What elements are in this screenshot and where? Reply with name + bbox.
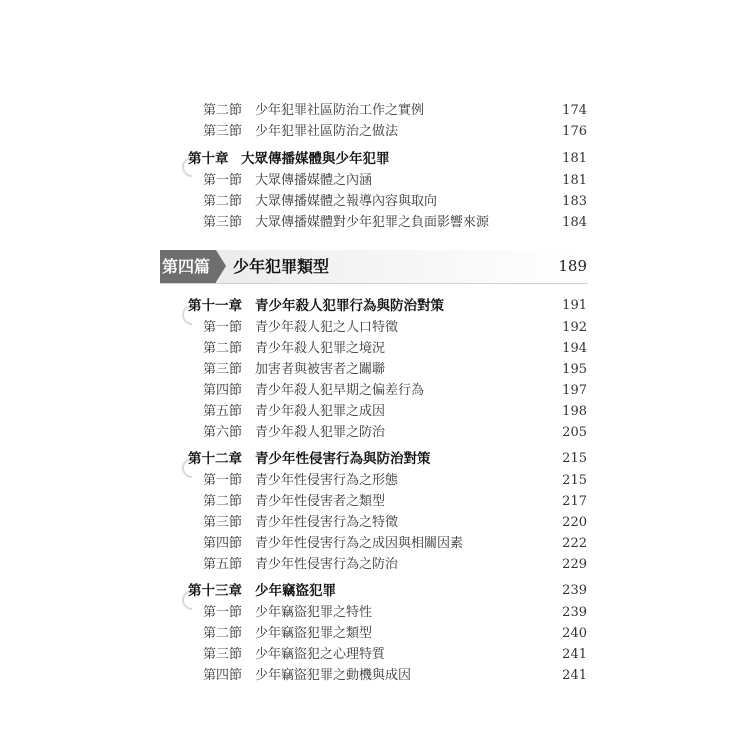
page-number: 217 [562, 494, 587, 509]
chapter-title: 青少年殺人犯罪行為與防治對策 [255, 298, 444, 314]
section-title: 少年竊盜犯罪之特性 [255, 605, 373, 620]
chapter-label: 第十一章 [188, 298, 242, 314]
page-number: 229 [562, 557, 587, 572]
section-title: 加害者與被害者之關聯 [255, 362, 386, 377]
page-number: 181 [562, 173, 587, 188]
toc-section-row[interactable] [0, 338, 750, 360]
part-page-number: 189 [558, 257, 587, 275]
toc-section-row[interactable] [0, 401, 750, 423]
part-label: 第四篇 [162, 257, 211, 276]
page-number: 239 [562, 605, 587, 620]
section-title: 青少年殺人犯罪之成因 [255, 404, 386, 419]
page-number: 205 [562, 425, 587, 440]
section-label: 第三節 [203, 124, 243, 139]
section-title: 大眾傳播媒體之報導內容與取向 [255, 194, 438, 209]
section-title: 少年竊盜犯罪之類型 [255, 626, 373, 641]
toc-section-row[interactable] [0, 191, 750, 213]
page-number: 194 [562, 341, 587, 356]
toc-section-row[interactable] [0, 359, 750, 381]
section-title: 青少年殺人犯早期之偏差行為 [255, 383, 425, 398]
section-label: 第四節 [203, 536, 243, 551]
toc-section-row[interactable] [0, 512, 750, 534]
toc-section-row[interactable] [0, 554, 750, 576]
toc-section-row[interactable] [0, 602, 750, 624]
page-number: 239 [562, 583, 587, 598]
chapter-title: 青少年性侵害行為與防治對策 [255, 451, 431, 467]
section-label: 第二節 [203, 494, 243, 509]
toc-section-row[interactable] [0, 665, 750, 687]
part-arrow-icon [216, 250, 226, 282]
toc-section-row[interactable] [0, 121, 750, 143]
chapter-label: 第十章 [188, 151, 229, 167]
section-title: 青少年性侵害行為之特徵 [255, 515, 399, 530]
section-title: 少年犯罪社區防治之做法 [255, 124, 399, 139]
toc-chapter-row[interactable] [0, 148, 750, 170]
toc-chapter-row[interactable] [0, 295, 750, 317]
toc-section-row[interactable] [0, 100, 750, 122]
section-label: 第四節 [203, 668, 243, 683]
toc-section-row[interactable] [0, 623, 750, 645]
section-label: 第一節 [203, 473, 243, 488]
chapter-title: 少年竊盜犯罪 [255, 583, 336, 599]
section-label: 第一節 [203, 605, 243, 620]
section-title: 青少年性侵害行為之防治 [255, 557, 399, 572]
toc-chapter-row[interactable] [0, 448, 750, 470]
toc-section-row[interactable] [0, 170, 750, 192]
section-label: 第二節 [203, 626, 243, 641]
section-label: 第三節 [203, 362, 243, 377]
section-title: 大眾傳播媒體對少年犯罪之負面影響來源 [255, 215, 490, 230]
section-label: 第一節 [203, 320, 243, 335]
part-title[interactable]: 少年犯罪類型 [233, 257, 330, 276]
section-label: 第一節 [203, 173, 243, 188]
section-title: 少年犯罪社區防治工作之實例 [255, 103, 425, 118]
section-label: 第六節 [203, 425, 243, 440]
section-label: 第三節 [203, 515, 243, 530]
page-number: 191 [562, 298, 587, 313]
page-number: 181 [562, 151, 587, 166]
toc-chapter-row[interactable] [0, 580, 750, 602]
toc-section-row[interactable] [0, 422, 750, 444]
section-label: 第三節 [203, 647, 243, 662]
toc-section-row[interactable] [0, 380, 750, 402]
section-title: 青少年殺人犯之人口特徵 [255, 320, 399, 335]
page-number: 215 [562, 473, 587, 488]
section-title: 大眾傳播媒體之內涵 [255, 173, 373, 188]
page-number: 220 [562, 515, 587, 530]
section-title: 少年竊盜犯罪之動機與成因 [255, 668, 412, 683]
section-title: 青少年殺人犯罪之防治 [255, 425, 386, 440]
section-label: 第三節 [203, 215, 243, 230]
section-label: 第五節 [203, 557, 243, 572]
section-label: 第二節 [203, 194, 243, 209]
page-number: 183 [562, 194, 587, 209]
page-number: 222 [562, 536, 587, 551]
toc-section-row[interactable] [0, 491, 750, 513]
page-number: 241 [562, 647, 587, 662]
part-divider [160, 283, 588, 284]
toc-section-row[interactable] [0, 470, 750, 492]
toc-section-row[interactable] [0, 212, 750, 234]
page-number: 241 [562, 668, 587, 683]
section-label: 第二節 [203, 341, 243, 356]
page-number: 215 [562, 451, 587, 466]
section-label: 第四節 [203, 383, 243, 398]
page-number: 176 [562, 124, 587, 139]
toc-section-row[interactable] [0, 317, 750, 339]
toc-section-row[interactable] [0, 533, 750, 555]
section-title: 青少年性侵害行為之形態 [255, 473, 399, 488]
page-number: 240 [562, 626, 587, 641]
section-title: 青少年殺人犯罪之境況 [255, 341, 386, 356]
chapter-label: 第十三章 [188, 583, 242, 599]
section-label: 第二節 [203, 103, 243, 118]
page-number: 184 [562, 215, 587, 230]
page-number: 174 [562, 103, 587, 118]
chapter-title: 大眾傳播媒體與少年犯罪 [241, 151, 390, 167]
page-number: 195 [562, 362, 587, 377]
chapter-label: 第十二章 [188, 451, 242, 467]
toc-section-row[interactable] [0, 644, 750, 666]
section-title: 少年竊盜犯之心理特質 [255, 647, 386, 662]
section-title: 青少年性侵害者之類型 [255, 494, 386, 509]
section-title: 青少年性侵害行為之成因與相關因素 [255, 536, 464, 551]
page-number: 192 [562, 320, 587, 335]
section-label: 第五節 [203, 404, 243, 419]
page-number: 198 [562, 404, 587, 419]
page-number: 197 [562, 383, 587, 398]
